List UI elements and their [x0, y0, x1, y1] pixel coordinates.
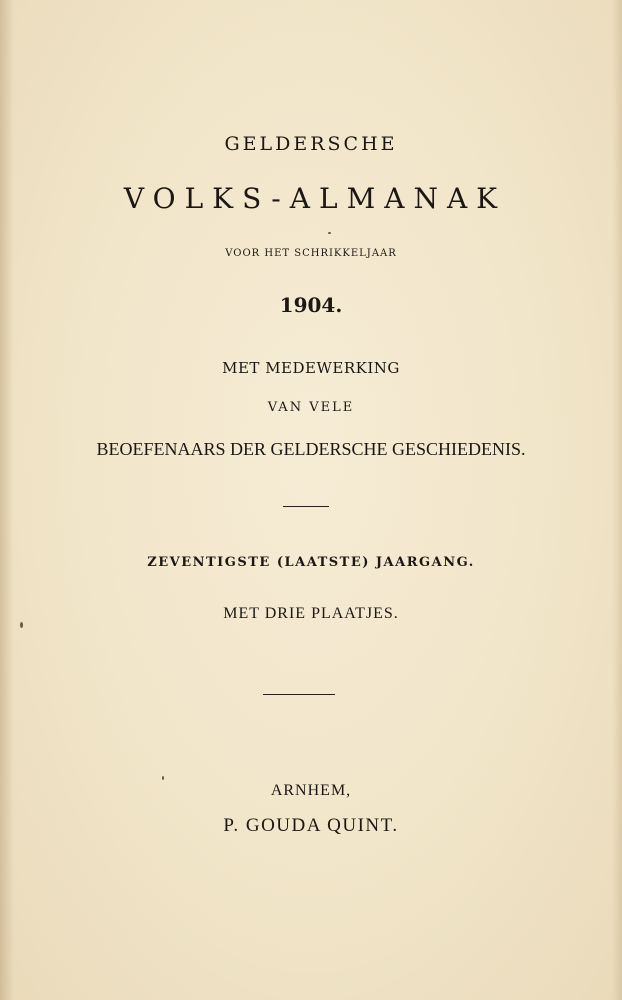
- paper-speck: [162, 776, 164, 780]
- paper-speck: [328, 232, 331, 234]
- volume-line: ZEVENTIGSTE (LAATSTE) JAARGANG.: [147, 555, 475, 570]
- collaboration-line-2: VAN VELE: [267, 400, 355, 415]
- divider-rule-lower: [263, 694, 335, 695]
- title-line-1: GELDERSCHE: [224, 133, 398, 155]
- collaboration-line-3: BEOEFENAARS DER GELDERSCHE GESCHIEDENIS.: [96, 439, 526, 459]
- title-line-2: VOLKS-ALMANAK: [123, 182, 507, 215]
- year: 1904.: [279, 293, 343, 317]
- publisher-name: P. GOUDA QUINT.: [223, 815, 399, 836]
- paper-speck: [20, 622, 23, 628]
- publication-city: ARNHEM,: [270, 782, 352, 799]
- collaboration-line-1: MET MEDEWERKING: [222, 359, 400, 377]
- divider-rule-upper: [283, 506, 329, 507]
- subtitle: VOOR HET SCHRIKKELJAAR: [225, 248, 397, 259]
- illustrations-line: MET DRIE PLAATJES.: [223, 605, 399, 622]
